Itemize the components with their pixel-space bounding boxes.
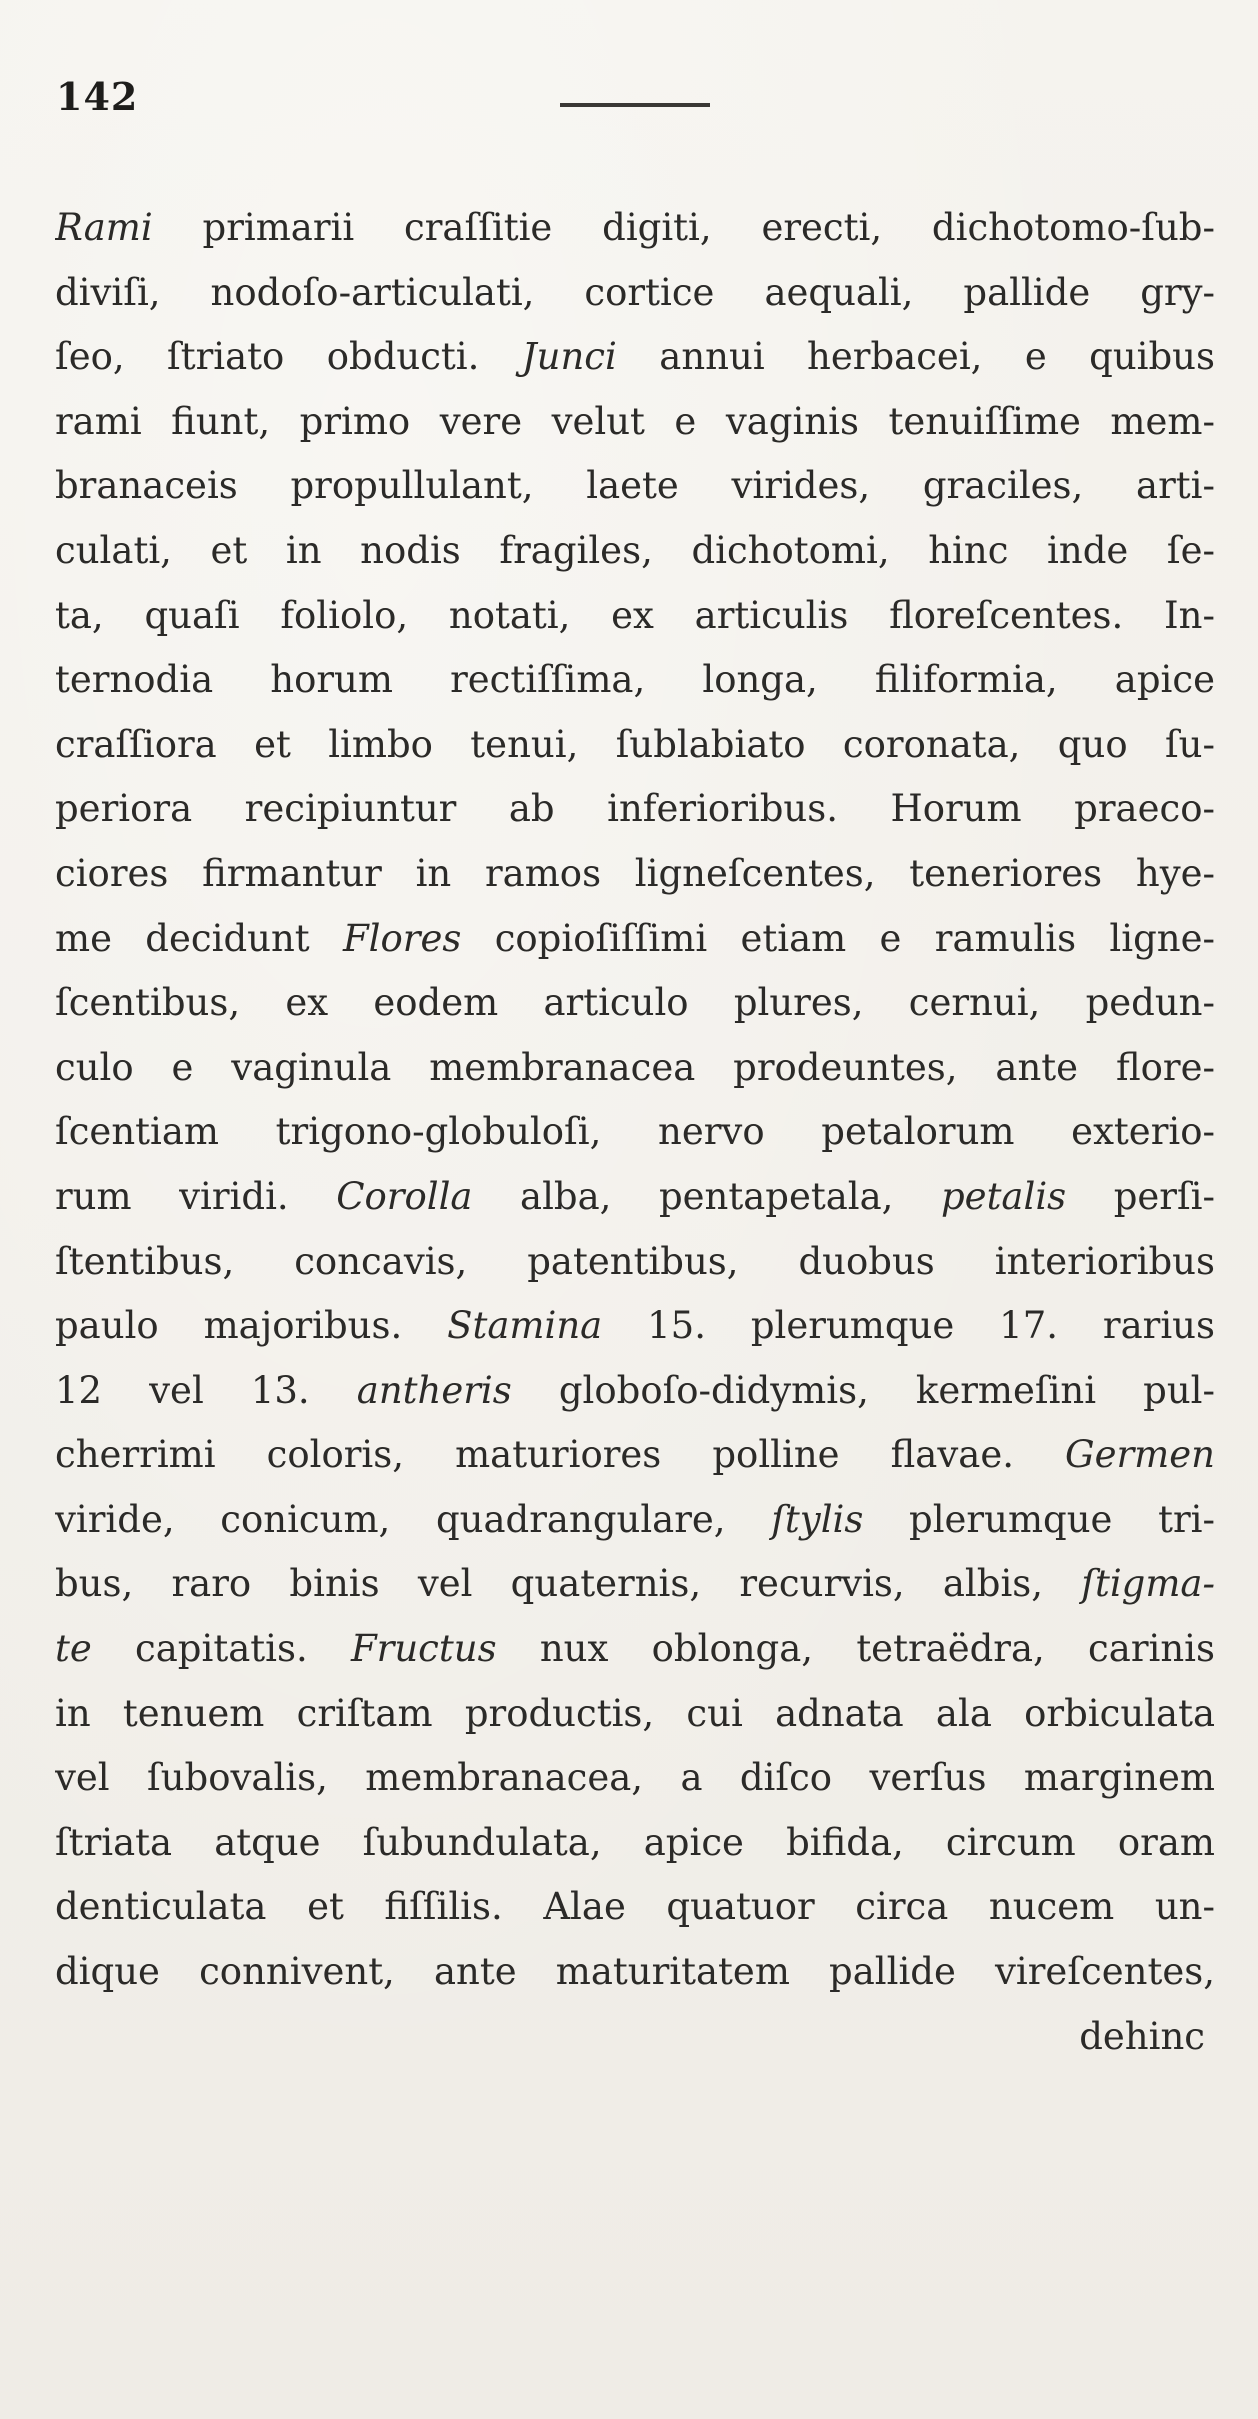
text-line: ſtriata atque ſubundulata, apice bifida, circum oram — [55, 1820, 1215, 1864]
text-line: diviſi, nodoſo-articulati, cortice aequali, pallide gry- — [55, 270, 1215, 314]
text-line — [55, 1294, 1215, 1359]
text-run: ſeo, ſtriato obducti. — [55, 335, 522, 379]
text-line — [55, 1359, 1215, 1424]
italic-term: petalis — [940, 1174, 1067, 1218]
text-line: in tenuem criſtam productis, cui adnata ala orbiculata — [55, 1691, 1215, 1735]
text-line — [55, 1423, 1215, 1488]
italic-term: Fructus — [350, 1627, 497, 1671]
text-line: ta, quaſi foliolo, notati, ex articulis floreſcentes. In- — [55, 593, 1215, 637]
text-line: rami fiunt, primo vere velut e vaginis tenuiſſime mem- — [55, 399, 1215, 443]
text-line: ſtentibus, concavis, patentibus, duobus interioribus — [55, 1239, 1215, 1283]
italic-term: ſtylis — [771, 1497, 864, 1541]
text-run: copioſiſſimi etiam e ramulis ligne- — [461, 916, 1215, 960]
text-line: dique connivent, ante maturitatem pallide vireſcentes, — [55, 1950, 1215, 1994]
text-run: paulo majoribus. — [55, 1304, 448, 1348]
text-line: craſſiora et limbo tenui, ſublabiato coronata, quo ſu- — [55, 722, 1215, 766]
text-line — [55, 1552, 1215, 1617]
text-run: 12 vel 13. — [55, 1368, 357, 1412]
italic-term: Germen — [1065, 1433, 1215, 1477]
text-line: ſcentibus, ex eodem articulo plures, cernui, pedun- — [55, 981, 1215, 1025]
italic-term: Corolla — [336, 1174, 473, 1218]
text-line — [55, 907, 1215, 972]
text-line: vel ſubovalis, membranacea, a diſco verſus marginem — [55, 1756, 1215, 1800]
text-line — [55, 1617, 1215, 1682]
italic-term: Junci — [521, 335, 617, 379]
text-line: periora recipiuntur ab inferioribus. Horum praeco- — [55, 787, 1215, 831]
text-run: primarii craſſitie digiti, erecti, dichotomo-ſub- — [152, 206, 1215, 249]
italic-term: Rami — [55, 206, 153, 249]
text-line: ternodia horum rectiſſima, longa, filiformia, apice — [55, 658, 1215, 702]
text-run: perſi- — [1066, 1174, 1215, 1218]
text-line: ciores firmantur in ramos ligneſcentes, teneriores hye- — [55, 851, 1215, 895]
text-line: ſcentiam trigono-globuloſi, nervo petalorum exterio- — [55, 1110, 1215, 1154]
text-run: rum viridi. — [55, 1174, 337, 1218]
text-run: 15. plerumque 17. rarius — [602, 1304, 1215, 1348]
text-line: culati, et in nodis fragiles, dichotomi, hinc inde ſe- — [55, 528, 1215, 572]
text-line — [55, 1488, 1215, 1553]
body-text — [55, 196, 1215, 2069]
text-run: globoſo-didymis, kermeſini pul- — [511, 1368, 1215, 1412]
text-run: alba, pentapetala, — [472, 1174, 941, 1218]
text-run: nux oblonga, tetraëdra, carinis — [496, 1627, 1215, 1671]
text-line: branaceis propullulant, laete virides, graciles, arti- — [55, 464, 1215, 508]
text-line — [55, 196, 1215, 261]
text-run: cherrimi coloris, maturiores polline flavae. — [55, 1433, 1066, 1477]
text-line: culo e vaginula membranacea prodeuntes, ante flore- — [55, 1045, 1215, 1089]
text-run: viride, conicum, quadrangulare, — [55, 1497, 772, 1541]
text-run: me decidunt — [55, 916, 343, 960]
header-rule — [560, 103, 710, 107]
text-line — [55, 1165, 1215, 1230]
italic-term: Flores — [343, 916, 462, 960]
text-line: denticulata et fiſſilis. Alae quatuor circa nucem un- — [55, 1885, 1215, 1929]
italic-term: Stamina — [447, 1304, 603, 1348]
italic-term: te — [55, 1627, 92, 1671]
catchword: dehinc — [1079, 2014, 1205, 2058]
page-number: 142 — [56, 74, 139, 119]
text-run: annui herbacei, e quibus — [616, 335, 1215, 379]
text-run: plerumque tri- — [863, 1497, 1215, 1541]
italic-term: antheris — [356, 1368, 512, 1412]
text-line — [55, 325, 1215, 390]
text-run: capitatis. — [91, 1627, 351, 1671]
italic-term: ſtigma- — [1081, 1562, 1215, 1606]
text-run: bus, raro binis vel quaternis, recurvis, albis, — [55, 1562, 1082, 1606]
